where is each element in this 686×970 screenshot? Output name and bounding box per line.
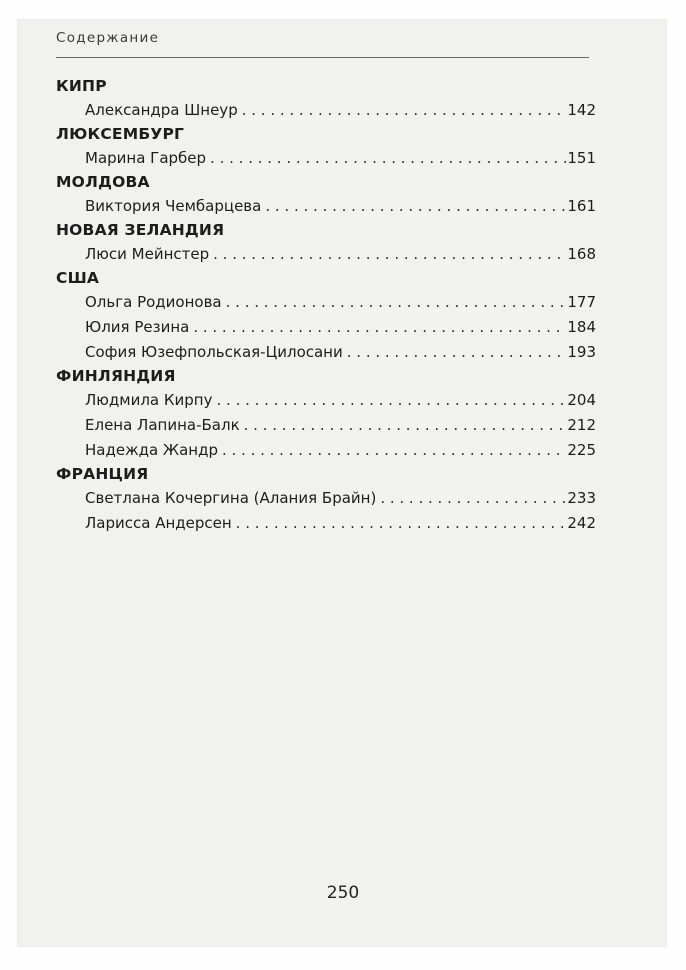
toc-entry[interactable] [85, 511, 596, 536]
page-ref: 242 [567, 514, 596, 532]
author-name: Надежда Жандр [85, 441, 218, 459]
toc-entry[interactable] [85, 242, 596, 267]
dot-leader [193, 315, 566, 340]
toc-entry[interactable] [85, 438, 596, 463]
page-ref: 212 [567, 416, 596, 434]
toc-entry[interactable] [85, 486, 596, 511]
toc-entry[interactable] [85, 146, 596, 171]
country-heading: НОВАЯ ЗЕЛАНДИЯ [56, 221, 225, 239]
country-heading: ЛЮКСЕМБУРГ [56, 125, 185, 143]
author-name: Елена Лапина-Балк [85, 416, 240, 434]
dot-leader [213, 242, 566, 267]
toc-entry[interactable] [85, 413, 596, 438]
author-name: Александра Шнеур [85, 101, 238, 119]
toc-entry[interactable] [85, 315, 596, 340]
toc-entry[interactable] [85, 340, 596, 365]
author-name: Ольга Родионова [85, 293, 222, 311]
country-heading: США [56, 269, 100, 287]
author-name: Светлана Кочергина (Алания Брайн) [85, 489, 377, 507]
toc-entry[interactable] [85, 98, 596, 123]
page-ref: 225 [567, 441, 596, 459]
dot-leader [217, 388, 567, 413]
page-ref: 161 [567, 197, 596, 215]
author-name: Ларисса Андерсен [85, 514, 232, 532]
page-ref: 204 [567, 391, 596, 409]
country-heading: МОЛДОВА [56, 173, 150, 191]
toc-entry[interactable] [85, 290, 596, 315]
country-heading: ФИНЛЯНДИЯ [56, 367, 176, 385]
page-number: 250 [326, 883, 360, 903]
page-ref: 177 [567, 293, 596, 311]
dot-leader [347, 340, 567, 365]
dot-leader [210, 146, 566, 171]
author-name: Виктория Чембарцева [85, 197, 262, 215]
header-rule [56, 57, 589, 58]
author-name: Марина Гарбер [85, 149, 207, 167]
dot-leader [236, 511, 567, 536]
toc-entry[interactable] [85, 194, 596, 219]
author-name: Людмила Кирпу [85, 391, 213, 409]
table-of-contents [56, 75, 596, 536]
dot-leader [265, 194, 566, 219]
dot-leader [226, 290, 567, 315]
dot-leader [244, 413, 567, 438]
dot-leader [222, 438, 566, 463]
page-ref: 193 [567, 343, 596, 361]
toc-entry[interactable] [85, 388, 596, 413]
page-ref: 168 [567, 245, 596, 263]
page-ref: 151 [567, 149, 596, 167]
country-heading: КИПР [56, 77, 107, 95]
country-heading: ФРАНЦИЯ [56, 465, 149, 483]
running-header: Содержание [56, 30, 160, 46]
dot-leader [242, 98, 567, 123]
author-name: Люси Мейнстер [85, 245, 210, 263]
page-ref: 142 [567, 101, 596, 119]
author-name: София Юзефпольская-Цилосани [85, 343, 343, 361]
dot-leader [380, 486, 566, 511]
author-name: Юлия Резина [85, 318, 190, 336]
page-ref: 233 [567, 489, 596, 507]
page-ref: 184 [567, 318, 596, 336]
